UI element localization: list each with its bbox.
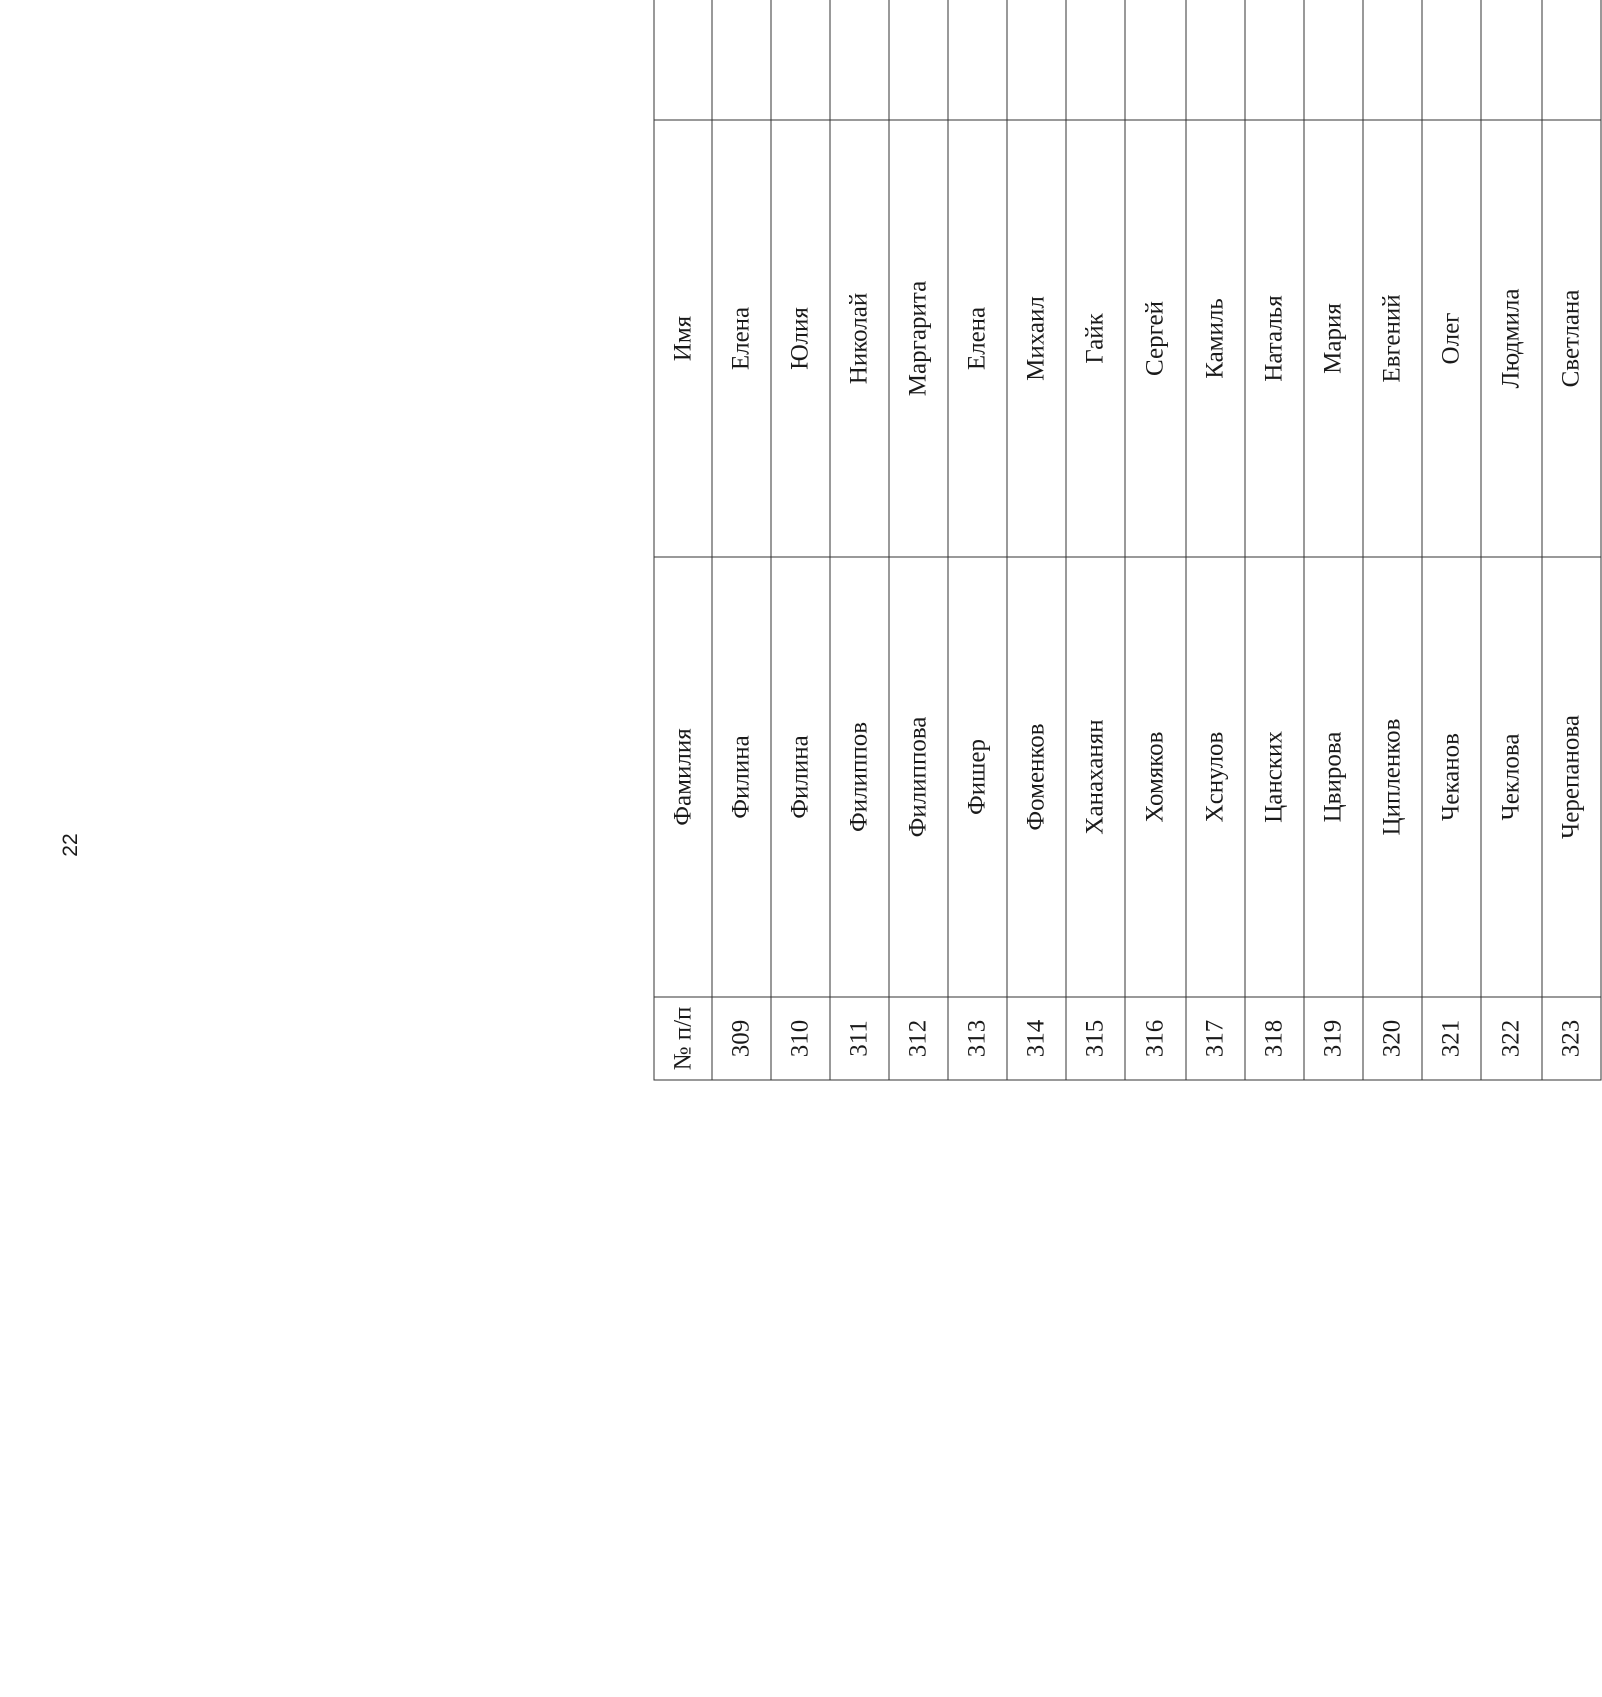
cell-patronymic (1481, 0, 1542, 120)
table-row (1481, 0, 1542, 1080)
table-row (1245, 0, 1304, 1080)
cell-name: Евгений (1363, 120, 1422, 557)
cell-surname: Филина (712, 557, 771, 997)
header-name: Имя (654, 120, 712, 557)
cell-patronymic (1542, 0, 1601, 120)
cell-surname: Цвирова (1304, 557, 1363, 997)
cell-name: Маргарита (889, 120, 948, 557)
cell-patronymic (1186, 0, 1245, 120)
cell-surname: Чеканов (1422, 557, 1481, 997)
cell-surname: Цанских (1245, 557, 1304, 997)
cell-name: Наталья (1245, 120, 1304, 557)
table-row (1186, 0, 1245, 1080)
table-header-row (654, 0, 712, 1080)
table-row (889, 0, 948, 1080)
cell-patronymic (771, 0, 830, 120)
cell-patronymic (1363, 0, 1422, 120)
cell-number: 311 (830, 997, 889, 1080)
table-row (948, 0, 1007, 1080)
cell-number: 314 (1007, 997, 1066, 1080)
roster-table-container (654, 0, 1585, 1081)
cell-number: 312 (889, 997, 948, 1080)
cell-name: Олег (1422, 120, 1481, 557)
header-number: № п/п (654, 997, 712, 1080)
cell-patronymic (1066, 0, 1125, 120)
cell-number: 309 (712, 997, 771, 1080)
table-row (1542, 0, 1601, 1080)
cell-surname: Фишер (948, 557, 1007, 997)
cell-patronymic (948, 0, 1007, 120)
cell-number: 315 (1066, 997, 1125, 1080)
cell-patronymic (1304, 0, 1363, 120)
cell-patronymic (1125, 0, 1186, 120)
cell-surname: Филиппов (830, 557, 889, 997)
cell-surname: Ханаханян (1066, 557, 1125, 997)
cell-surname: Филиппова (889, 557, 948, 997)
cell-number: 316 (1125, 997, 1186, 1080)
table-row (1363, 0, 1422, 1080)
cell-number: 319 (1304, 997, 1363, 1080)
header-surname: Фамилия (654, 557, 712, 997)
cell-name: Гайк (1066, 120, 1125, 557)
cell-name: Людмила (1481, 120, 1542, 557)
cell-number: 318 (1245, 997, 1304, 1080)
cell-name: Светлана (1542, 120, 1601, 557)
cell-number: 313 (948, 997, 1007, 1080)
cell-patronymic (1245, 0, 1304, 120)
cell-surname: Филина (771, 557, 830, 997)
cell-surname: Чеклова (1481, 557, 1542, 997)
cell-number: 317 (1186, 997, 1245, 1080)
cell-name: Камиль (1186, 120, 1245, 557)
cell-surname: Ципленков (1363, 557, 1422, 997)
table-row (771, 0, 830, 1080)
cell-name: Елена (948, 120, 1007, 557)
cell-number: 322 (1481, 997, 1542, 1080)
cell-number: 323 (1542, 997, 1601, 1080)
table-row (1007, 0, 1066, 1080)
cell-surname: Хснулов (1186, 557, 1245, 997)
table-row (1066, 0, 1125, 1080)
cell-number: 321 (1422, 997, 1481, 1080)
table-row (712, 0, 771, 1080)
cell-patronymic (830, 0, 889, 120)
cell-name: Мария (1304, 120, 1363, 557)
table-row (830, 0, 889, 1080)
table-row (1422, 0, 1481, 1080)
header-patronymic (654, 0, 712, 120)
cell-number: 310 (771, 997, 830, 1080)
table-row (1304, 0, 1363, 1080)
cell-surname: Хомяков (1125, 557, 1186, 997)
cell-number: 320 (1363, 997, 1422, 1080)
page-number: 22 (59, 833, 82, 857)
cell-patronymic (712, 0, 771, 120)
cell-name: Михаил (1007, 120, 1066, 557)
table-row (1125, 0, 1186, 1080)
cell-name: Сергей (1125, 120, 1186, 557)
cell-patronymic (1007, 0, 1066, 120)
cell-patronymic (889, 0, 948, 120)
cell-name: Юлия (771, 120, 830, 557)
cell-patronymic (1422, 0, 1481, 120)
cell-surname: Черепанова (1542, 557, 1601, 997)
roster-table (654, 0, 1602, 1081)
cell-name: Николай (830, 120, 889, 557)
cell-name: Елена (712, 120, 771, 557)
cell-surname: Фоменков (1007, 557, 1066, 997)
